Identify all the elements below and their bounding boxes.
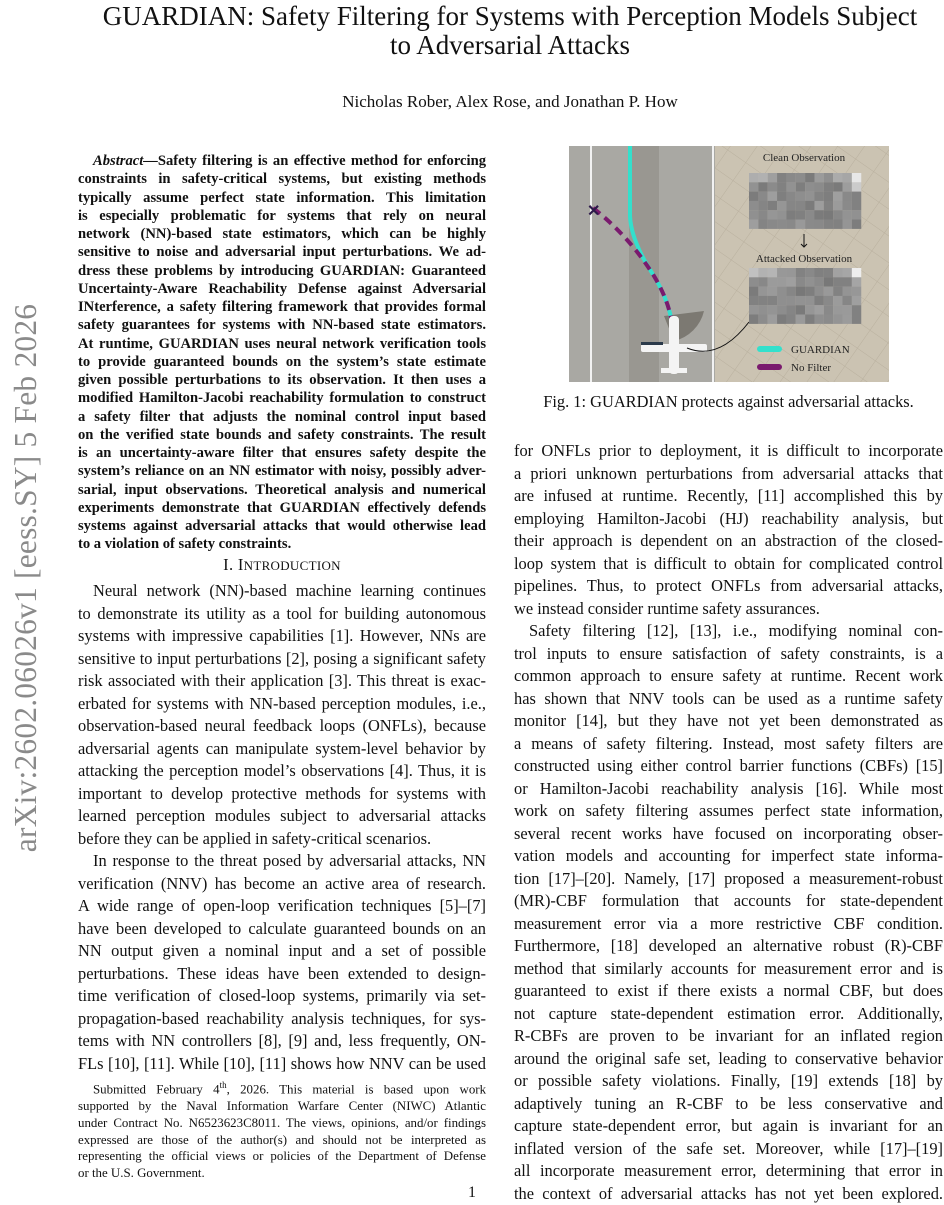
abstract-line: sensitive to noise and adversarial input perturbations. We ad- <box>78 243 486 261</box>
footnote-line <box>78 1077 486 1098</box>
paragraph-line: a means of safety filtering. Instead, most safety filters are <box>514 733 943 756</box>
paragraph-line: or possible safety violations. Finally, [19] extends [18] by <box>514 1070 943 1093</box>
pixel <box>758 315 767 324</box>
paragraph-line: Neural network (NN)-based machine learning continues <box>78 580 486 603</box>
pixel <box>796 210 805 219</box>
footnote-line: expressed are those of the author(s) and should not be interpreted as <box>78 1132 486 1149</box>
paragraph-line: NN output given a nominal input and a set of possible <box>78 940 486 963</box>
pixel <box>843 287 852 296</box>
pixel <box>852 182 861 191</box>
pixel <box>786 192 795 201</box>
pixel <box>758 210 767 219</box>
pixel <box>796 305 805 314</box>
pixel <box>758 182 767 191</box>
paragraph-line: we instead consider runtime safety assurances. <box>514 598 943 621</box>
footnote-line: or the U.S. Government. <box>78 1165 486 1182</box>
pixel <box>768 201 777 210</box>
paragraph-line: vation models and accounting for imperfect state informa- <box>514 845 943 868</box>
paragraph-line: Furthermore, [18] developed an alternative robust (R)-CBF <box>514 935 943 958</box>
pixel <box>852 192 861 201</box>
abstract-line: to a violation of safety constraints. <box>78 535 486 553</box>
paragraph-line: FLs [10], [11]. While [10], [11] shows how NNV can be used <box>78 1053 486 1076</box>
pixel <box>824 220 833 229</box>
pixel <box>758 277 767 286</box>
pixel <box>805 287 814 296</box>
pixel <box>749 268 758 277</box>
abstract-line: given possible perturbations to its observation. It then uses a <box>78 371 486 389</box>
pixel <box>843 296 852 305</box>
footnote-text: Submitted February 4 <box>93 1082 220 1096</box>
pixel <box>833 220 842 229</box>
pixel <box>852 287 861 296</box>
pixel <box>786 201 795 210</box>
footnote-line: supported by the Naval Information Warfare Center (NIWC) Atlantic <box>78 1098 486 1115</box>
pixel <box>758 296 767 305</box>
pixel <box>814 210 823 219</box>
legend-label-guardian: GUARDIAN <box>791 344 850 356</box>
pixel <box>796 277 805 286</box>
abstract-line: to provide guaranteed bounds on the system’s state estimate <box>78 353 486 371</box>
paragraph-line: Safety filtering [12], [13], i.e., modifying nominal con- <box>514 620 943 643</box>
paragraph-line: to demonstrate its utility as a tool for building autonomous <box>78 603 486 626</box>
footnote-text: , 2026. This material is based upon work <box>227 1082 486 1096</box>
pixel <box>749 182 758 191</box>
pixel <box>852 315 861 324</box>
pixel <box>758 192 767 201</box>
paragraph-line: systems with impressive capabilities [1]. However, NNs are <box>78 625 486 648</box>
pixel <box>777 296 786 305</box>
pixel <box>824 277 833 286</box>
pixel <box>777 182 786 191</box>
abstract-line: typically assume perfect state information. This limitation <box>78 189 486 207</box>
paragraph-line: adaptively tuning an R-CBF to be less conservative and <box>514 1093 943 1116</box>
paragraph-line: around the original safe set, leading to conservative behavior <box>514 1048 943 1071</box>
right-column-body <box>514 440 943 1205</box>
legend-label-no-filter: No Filter <box>791 362 831 374</box>
pixel <box>796 201 805 210</box>
paragraph-line: all incorporate measurement error, determining that error in <box>514 1160 943 1183</box>
pixel <box>796 182 805 191</box>
paragraph-line: several recent works have focused on incorporating obser- <box>514 823 943 846</box>
pixel <box>805 173 814 182</box>
figure-caption: Fig. 1: GUARDIAN protects against adversarial attacks. <box>514 392 943 412</box>
paragraph-line: method that similarly accounts for measurement error and is <box>514 958 943 981</box>
paragraph-line: for ONFLs prior to deployment, it is difficult to incorporate <box>514 440 943 463</box>
pixel <box>749 287 758 296</box>
pixel <box>786 268 795 277</box>
pixel <box>824 192 833 201</box>
clean-observation-image <box>749 173 861 229</box>
section-title-rest: NTRODUCTION <box>244 558 341 573</box>
abstract-line: system’s reliance on an NN estimator with noisy, possibly adver- <box>78 462 486 480</box>
pixel <box>768 192 777 201</box>
pixel <box>824 296 833 305</box>
paragraph-line: tion [17]–[20]. Namely, [17] proposed a measurement-robust <box>514 868 943 891</box>
footnote-line: representing the official views or policies of the Department of Defense <box>78 1148 486 1165</box>
abstract-line: is especially problematic for systems that rely on neural <box>78 207 486 225</box>
pixel <box>833 305 842 314</box>
paragraph-line: trol inputs to ensure satisfaction of safety constraints, is a <box>514 643 943 666</box>
paper-title <box>40 2 944 60</box>
attacked-observation-image <box>749 268 861 324</box>
pixel <box>758 220 767 229</box>
pixel <box>824 173 833 182</box>
paragraph-line: constructed using either control barrier functions (CBFs) [15] <box>514 755 943 778</box>
pixel <box>777 287 786 296</box>
paragraph-line: loop system that is difficult to obtain for complicated control <box>514 553 943 576</box>
paragraph-line: propagation-based reachability analysis techniques, for sys- <box>78 1008 486 1031</box>
abstract-label: Abstract <box>93 153 143 169</box>
pixel <box>796 268 805 277</box>
abstract-text: Safety filtering is an effective method for enforcing <box>158 153 486 169</box>
pixel <box>824 287 833 296</box>
pixel <box>796 287 805 296</box>
pixel <box>768 296 777 305</box>
pixel <box>814 277 823 286</box>
pixel <box>758 305 767 314</box>
pixel <box>805 192 814 201</box>
pixel <box>805 182 814 191</box>
abstract-line: experiments demonstrate that GUARDIAN effectively defends <box>78 499 486 517</box>
abstract-line: INterference, a safety filtering framework that provides formal <box>78 298 486 316</box>
pixel <box>786 277 795 286</box>
paragraph-line: adversarial agents can manipulate system-level behavior by <box>78 738 486 761</box>
paragraph-line: guaranteed to exist if there exists a normal CBF, but does <box>514 980 943 1003</box>
pixel <box>814 315 823 324</box>
paragraph-line: common approach to ensure safety at runtime. Recent work <box>514 665 943 688</box>
paragraph-line: learned perception modules subject to adversarial attacks <box>78 805 486 828</box>
abstract-line: modified Hamilton-Jacobi reachability formulation to construct <box>78 389 486 407</box>
attacked-observation-label: Attacked Observation <box>756 253 853 265</box>
pixel <box>786 182 795 191</box>
pixel <box>805 296 814 305</box>
paragraph-line: have been developed to calculate guaranteed bounds on an <box>78 918 486 941</box>
pixel <box>833 315 842 324</box>
pixel <box>814 201 823 210</box>
pixel <box>814 173 823 182</box>
paragraph-line: are infused at runtime. Recently, [11] accomplished this by <box>514 485 943 508</box>
abstract-line: on the verified state bounds and safety constraints. The result <box>78 426 486 444</box>
pixel <box>843 173 852 182</box>
pixel <box>814 296 823 305</box>
paragraph-line: sensitive to input perturbations [2], posing a significant safety <box>78 648 486 671</box>
pixel <box>796 173 805 182</box>
abstract <box>78 152 486 554</box>
paragraph-line: tems with NN controllers [8], [9] and, less frequently, ON- <box>78 1030 486 1053</box>
clean-observation-label: Clean Observation <box>763 152 846 164</box>
footnote <box>78 1077 486 1182</box>
figure-1-image <box>569 146 889 382</box>
pixel <box>758 201 767 210</box>
pixel <box>768 287 777 296</box>
pixel <box>833 201 842 210</box>
pixel <box>796 220 805 229</box>
abstract-line: sarial, input observations. Theoretical analysis and numerical <box>78 481 486 499</box>
pixel <box>768 305 777 314</box>
paragraph-line: In response to the threat posed by adversarial attacks, NN <box>78 850 486 873</box>
pixel <box>852 296 861 305</box>
paragraph-line: work on safety filtering assumes perfect state information, <box>514 800 943 823</box>
pixel <box>749 220 758 229</box>
pixel <box>768 277 777 286</box>
pixel <box>814 220 823 229</box>
paragraph-line: the context of adversarial attacks has not yet been explored. <box>514 1183 943 1205</box>
arxiv-identifier: arXiv:2602.06026v1 [eess.SY] 5 Feb 2026 <box>8 304 44 853</box>
pixel <box>777 315 786 324</box>
page-number: 1 <box>0 1184 944 1202</box>
pixel <box>824 182 833 191</box>
paragraph-line: pipelines. Thus, to protect ONFLs from adversarial attacks, <box>514 575 943 598</box>
abstract-dash: — <box>143 153 158 169</box>
abstract-line: systems against adversarial attacks that would otherwise lead <box>78 517 486 535</box>
pixel <box>805 277 814 286</box>
pixel <box>796 315 805 324</box>
abstract-line: network (NN)-based state estimators, which can be highly <box>78 225 486 243</box>
pixel <box>833 287 842 296</box>
pixel <box>777 192 786 201</box>
pixel <box>777 305 786 314</box>
pixel <box>777 277 786 286</box>
pixel <box>852 220 861 229</box>
pixel <box>777 173 786 182</box>
paragraph-line: important to develop protective methods for systems with <box>78 783 486 806</box>
pixel <box>805 220 814 229</box>
pixel <box>843 182 852 191</box>
paragraph-line: inflated version of the safe set. Moreover, while [17]–[19] <box>514 1138 943 1161</box>
paragraph-line: their approach is dependent on an abstraction of the closed- <box>514 530 943 553</box>
pixel <box>749 305 758 314</box>
pixel <box>843 268 852 277</box>
paragraph-line: risk associated with their application [3]. This threat is exac- <box>78 670 486 693</box>
pixel <box>824 268 833 277</box>
paragraph-line: a priori unknown perturbations from adversarial attacks that <box>514 463 943 486</box>
pixel <box>814 305 823 314</box>
paragraph-line: monitor [14], but they have not yet been demonstrated as <box>514 710 943 733</box>
pixel <box>768 173 777 182</box>
paragraph-line: erbated for systems with NN-based perception modules, i.e., <box>78 693 486 716</box>
pixel <box>852 268 861 277</box>
paragraph-line: attacking the perception model’s observations [4]. Thus, it is <box>78 760 486 783</box>
pixel <box>833 268 842 277</box>
abstract-line: a safety filter that adjusts the nominal control input based <box>78 408 486 426</box>
pixel <box>749 277 758 286</box>
pixel <box>786 210 795 219</box>
pixel <box>777 220 786 229</box>
pixel <box>758 173 767 182</box>
pixel <box>749 201 758 210</box>
abstract-line: is an uncertainty-aware filter that ensures safety despite the <box>78 444 486 462</box>
authors: Nicholas Rober, Alex Rose, and Jonathan P. How <box>40 92 944 112</box>
footnote-line: under Contract No. N6523623C8011. The views, opinions, and/or findings <box>78 1115 486 1132</box>
pixel <box>843 315 852 324</box>
pixel <box>749 192 758 201</box>
pixel <box>833 192 842 201</box>
pixel <box>768 220 777 229</box>
pixel <box>843 220 852 229</box>
pixel <box>852 173 861 182</box>
abstract-line: Uncertainty-Aware Reachability Defense against Adversarial <box>78 280 486 298</box>
pixel <box>852 210 861 219</box>
pixel <box>824 305 833 314</box>
abstract-line: dress these problems by introducing GUARDIAN: Guaranteed <box>78 262 486 280</box>
pixel <box>843 192 852 201</box>
paragraph-line: not capture state-dependent estimation error. Additionally, <box>514 1003 943 1026</box>
pixel <box>786 287 795 296</box>
paragraph-line: time verification of closed-loop systems, primarily via set- <box>78 985 486 1008</box>
paragraph-line: employing Hamilton-Jacobi (HJ) reachability analysis, but <box>514 508 943 531</box>
abstract-line: At runtime, GUARDIAN uses neural network verification tools <box>78 335 486 353</box>
pixel <box>843 277 852 286</box>
pixel <box>768 315 777 324</box>
pixel <box>805 315 814 324</box>
paragraph-line: perturbations. These ideas have been extended to design- <box>78 963 486 986</box>
pixel <box>749 210 758 219</box>
paragraph-line: R-CBFs are proven to be invariant for an inflated region <box>514 1025 943 1048</box>
pixel <box>852 201 861 210</box>
pixel <box>805 201 814 210</box>
paragraph-line: has shown that NNV tools can be used as a runtime safety <box>514 688 943 711</box>
pixel <box>796 192 805 201</box>
pixel <box>786 220 795 229</box>
pixel <box>833 182 842 191</box>
title-line: to Adversarial Attacks <box>40 31 944 60</box>
abstract-line <box>78 152 486 170</box>
pixel <box>833 277 842 286</box>
pixel <box>843 210 852 219</box>
pixel <box>843 305 852 314</box>
pixel <box>852 277 861 286</box>
pixel <box>833 296 842 305</box>
paragraph-line: (MR)-CBF formulation that accounts for state-dependent <box>514 890 943 913</box>
pixel <box>824 315 833 324</box>
pixel <box>805 268 814 277</box>
pixel <box>777 268 786 277</box>
section-number: I. <box>223 555 233 574</box>
crash-marker-icon: ✕ <box>587 203 600 220</box>
pixel <box>749 315 758 324</box>
pixel <box>777 210 786 219</box>
pixel <box>768 210 777 219</box>
pixel <box>777 201 786 210</box>
pixel <box>843 201 852 210</box>
left-column-body <box>78 580 486 1075</box>
pixel <box>805 210 814 219</box>
pixel <box>786 173 795 182</box>
pixel <box>833 210 842 219</box>
pixel <box>814 268 823 277</box>
pixel <box>749 296 758 305</box>
pixel <box>814 192 823 201</box>
pixel <box>805 305 814 314</box>
pixel <box>824 210 833 219</box>
paragraph-line: verification (NNV) has become an active area of research. <box>78 873 486 896</box>
title-line: GUARDIAN: Safety Filtering for Systems with Perception Models Subject <box>40 2 944 31</box>
pixel <box>814 287 823 296</box>
paragraph-line: before they can be applied in safety-critical scenarios. <box>78 828 486 851</box>
abstract-line: safety guarantees for systems with NN-based state estimators. <box>78 316 486 334</box>
superscript: th <box>220 1080 227 1090</box>
paragraph-line: or Hamilton-Jacobi reachability analysis [16]. While most <box>514 778 943 801</box>
pixel <box>786 305 795 314</box>
paragraph-line: observation-based neural feedback loops (ONFLs), because <box>78 715 486 738</box>
abstract-line: constraints in safety-critical systems, but existing methods <box>78 170 486 188</box>
pixel <box>768 268 777 277</box>
pixel <box>786 296 795 305</box>
paragraph-line: capture state-dependent error, but again is invariant for an <box>514 1115 943 1138</box>
pixel <box>833 173 842 182</box>
pixel <box>824 201 833 210</box>
paragraph-line: measurement error via a more restrictive CBF condition. <box>514 913 943 936</box>
pixel <box>814 182 823 191</box>
pixel <box>758 268 767 277</box>
section-initial: I <box>238 555 244 574</box>
section-heading <box>78 555 486 575</box>
pixel <box>749 173 758 182</box>
pixel <box>768 182 777 191</box>
pixel <box>786 315 795 324</box>
paragraph-line: A wide range of open-loop verification techniques [5]–[7] <box>78 895 486 918</box>
pixel <box>852 305 861 314</box>
pixel <box>796 296 805 305</box>
pixel <box>758 287 767 296</box>
